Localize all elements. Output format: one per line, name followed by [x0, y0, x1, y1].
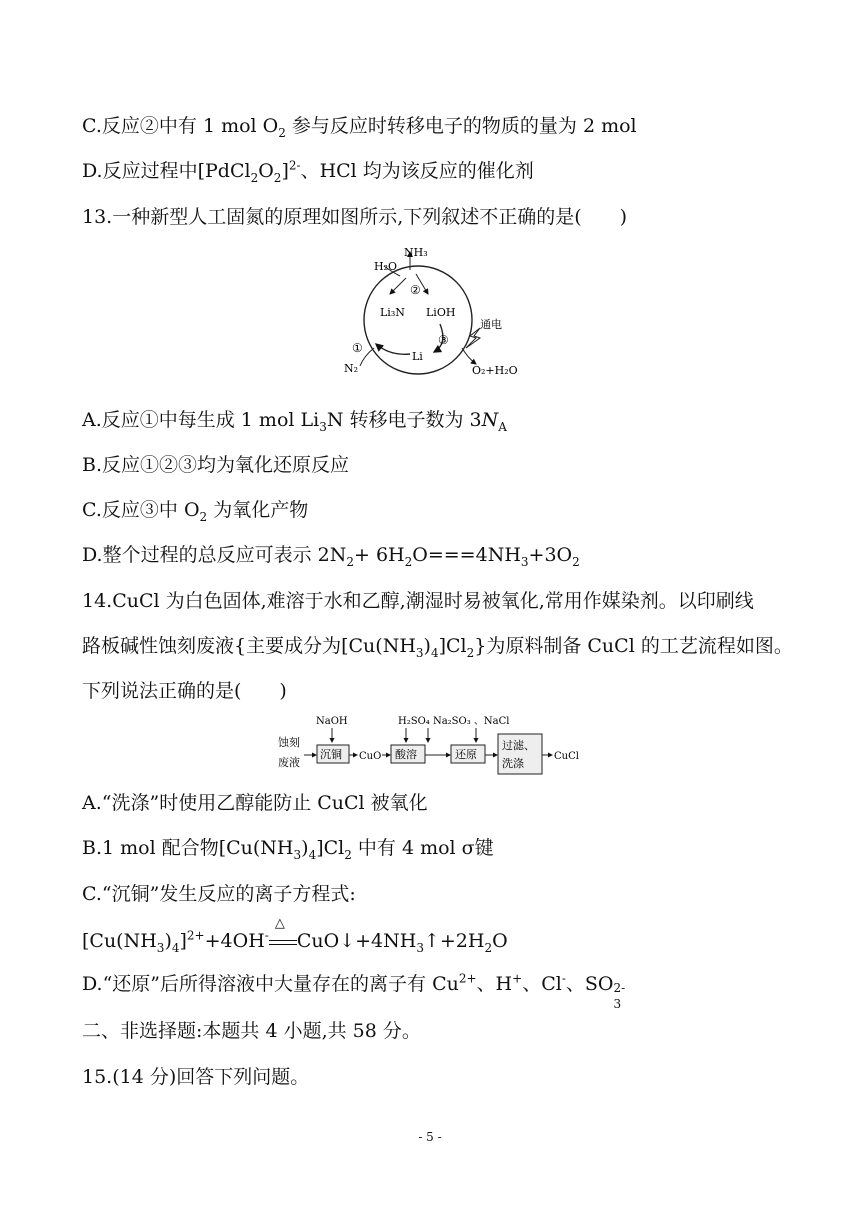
q14-option-d: D.“还原”后所得溶液中大量存在的离子有 $Cu^{2+}$、H+、Cl-、SO 2- 3 — [82, 971, 626, 1011]
label-chentong: 沉铜 — [320, 748, 342, 761]
lightning-icon — [466, 328, 480, 348]
label-guolv: 过滤、 — [502, 739, 535, 752]
label-step-3: ③ — [438, 333, 449, 347]
label-lioh: LiOH — [426, 306, 456, 319]
label-cucl: CuCl — [554, 751, 579, 762]
q14-stem-line1: 14.CuCl 为白色固体,难溶于水和乙醇,潮湿时易被氧化,常用作媒染剂。以印刷线 — [82, 590, 754, 612]
heat-condition: △ — [269, 929, 297, 953]
label-h2o: H₂O — [374, 260, 398, 273]
label-suanrong: 酸溶 — [395, 748, 417, 761]
label-xidi: 洗涤 — [502, 757, 524, 770]
page-number: - 5 - — [418, 1130, 442, 1144]
label-n2: N₂ — [344, 362, 359, 375]
q15-stem: 15.(14 分)回答下列问题。 — [82, 1066, 310, 1088]
q14-option-c: C.“沉铜”发生反应的离子方程式: — [82, 883, 356, 905]
label-shike: 蚀刻 — [278, 736, 300, 749]
q14-option-b: B.1 mol 配合物$[Cu(NH_3)_4]Cl_2$ 中有 4 mol σ键 — [82, 837, 494, 862]
q13-stem: 13.一种新型人工固氮的原理如图所示,下列叙述不正确的是( ) — [82, 206, 628, 228]
label-li3n: Li₃N — [380, 306, 405, 319]
label-naoh: NaOH — [316, 716, 348, 727]
q12-option-d: D.反应过程中$[PdCl_2O_2]^{2-}$、HCl 均为该反应的催化剂 — [82, 158, 534, 185]
label-feiye: 废液 — [278, 756, 300, 769]
q14-stem-line2: 路板碱性蚀刻废液{主要成分为$[Cu(NH_3)_4]Cl_2$}为原料制备 CuCl 的工艺流程如图。 — [82, 635, 793, 660]
label-tongdian: 通电 — [480, 318, 502, 331]
cucl-process-flowchart — [276, 712, 588, 776]
label-o2-h2o: O₂+H₂O — [472, 364, 518, 377]
label-huanyuan: 还原 — [455, 748, 477, 761]
q13-option-c: C.反应③中 $O_2$ 为氧化产物 — [82, 499, 309, 524]
q14-stem-line3: 下列说法正确的是( ) — [82, 680, 287, 702]
label-step-2: ② — [410, 283, 421, 297]
label-nh3: NH₃ — [404, 246, 428, 259]
label-reagents: H₂SO₄ Na₂SO₃ 、NaCl — [398, 716, 510, 727]
label-cuo: CuO — [359, 751, 382, 762]
q14-option-c-equation: $[Cu(NH_3)_4]^{2+}+4OH^-$ △ $CuO↓+4NH_3↑+2H_2O$ — [82, 916, 508, 955]
label-li: Li — [412, 350, 423, 363]
q14-option-a: A.“洗涤”时使用乙醇能防止 CuCl 被氧化 — [82, 792, 428, 814]
nitrogen-fixation-diagram — [330, 244, 530, 380]
q13-option-d: D.整个过程的总反应可表示 $2N_2+ 6H_2O===4NH_3+3O_2$ — [82, 544, 580, 569]
q13-option-a: A.反应①中每生成 1 mol $Li_3N$ 转移电子数为 $3N_A$ — [82, 409, 507, 434]
q13-option-b: B.反应①②③均为氧化还原反应 — [82, 454, 350, 476]
q12-option-c: C.反应②中有 1 mol $O_2$ 参与反应时转移电子的物质的量为 2 mol — [82, 115, 637, 140]
section-heading: 二、非选择题:本题共 4 小题,共 58 分。 — [82, 1020, 421, 1042]
label-step-1: ① — [352, 341, 363, 355]
